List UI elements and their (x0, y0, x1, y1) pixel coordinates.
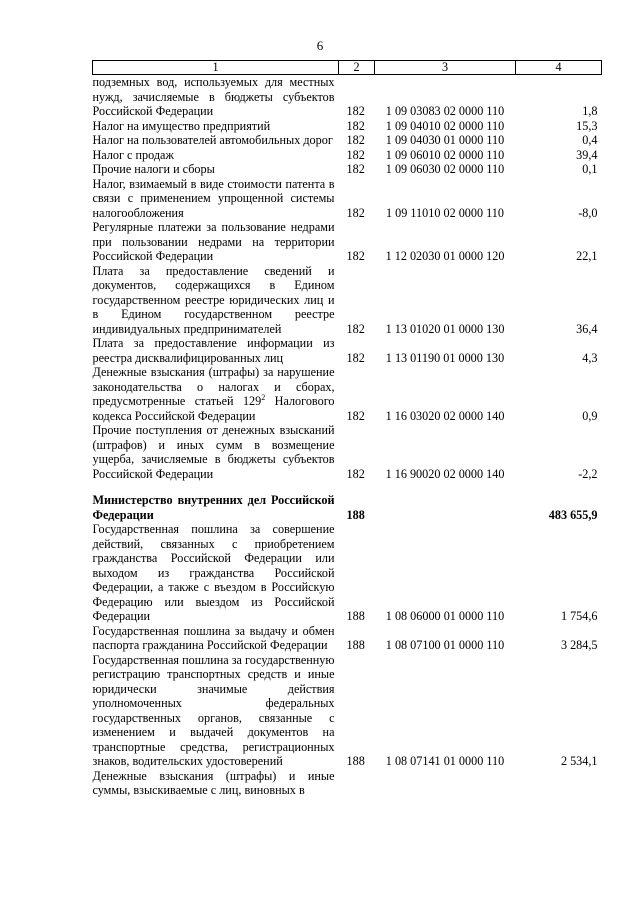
row-name (93, 365, 339, 423)
row-name-part: Денежные взыскания (штрафы) за нарушение законодательства о налогах и сборах, предусмотренные статьей 129 (92, 365, 335, 408)
row-budget-code: 1 13 01190 01 0000 130 (385, 350, 505, 365)
row-value: 4,3 (582, 350, 598, 365)
row-name: Налог, взимаемый в виде стоимости патента в связи с применением упрощенной системы налогообложения (92, 176, 335, 220)
table-row (93, 769, 602, 798)
table-row (93, 119, 602, 134)
row-value: 1 754,6 (560, 609, 598, 623)
row-value: 3 284,5 (560, 638, 598, 652)
row-name: Государственная пошлина за государственную регистрацию транспортных средств и иные юридически значимые действия уполномоченных федеральных государственных органов, связанные с изменением и выдачей документов на транспортные средства, регистрационных знаков, водительских удостоверений (92, 652, 335, 768)
row-budget-code: 1 16 90020 02 0000 140 (385, 466, 505, 481)
row-budget-code (375, 769, 516, 798)
ministry-header-row (93, 493, 602, 522)
row-admin-code: 182 (346, 104, 365, 118)
revenue-table (92, 60, 602, 798)
row-name: Прочие налоги и сборы (92, 162, 215, 176)
row-budget-code: 1 09 06030 02 0000 110 (385, 162, 505, 176)
column-number-1: 1 (93, 61, 339, 75)
row-name: Налог с продаж (92, 147, 174, 162)
table-row (93, 336, 602, 365)
row-value: 39,4 (576, 147, 598, 162)
row-name: Прочие поступления от денежных взысканий (штрафов) и иных сумм в возмещение ущерба, зачисляемые в бюджеты субъектов Российской Федерации (92, 423, 335, 481)
row-admin-code: 182 (346, 408, 365, 423)
row-name-part: Налогового кодекса Российской Федерации (92, 394, 335, 423)
row-budget-code: 1 09 03083 02 0000 110 (385, 104, 505, 118)
page-number: 6 (316, 38, 324, 53)
row-name: Налог на пользователей автомобильных дорог (92, 133, 333, 147)
row-admin-code: 188 (346, 754, 365, 768)
row-admin-code: 188 (346, 609, 365, 623)
row-name: Государственная пошлина за совершение действий, связанных с приобретением гражданства Российской Федерации или выходом из гражданства Российской Федерации, а также с въездом в Российскую Федерацию или выездом из Российской Федерации (92, 522, 335, 623)
row-budget-code: 1 12 02030 01 0000 120 (385, 249, 505, 263)
row-value: 0,9 (582, 408, 598, 423)
table-row (93, 177, 602, 221)
row-name: подземных вод, используемых для местных нужд, зачисляемые в бюджеты субъектов Российской Федерации (92, 75, 335, 118)
row-admin-code (339, 769, 375, 798)
row-name-superscript: 2 (261, 392, 266, 402)
row-budget-code: 1 09 06010 02 0000 110 (385, 147, 505, 162)
table-row (93, 423, 602, 481)
row-admin-code: 182 (346, 205, 365, 220)
column-number-3: 3 (375, 61, 516, 75)
row-value: 22,1 (576, 249, 598, 263)
row-admin-code: 188 (346, 638, 365, 652)
table-row (93, 75, 602, 119)
row-value: 1,8 (582, 104, 598, 118)
column-number-row (93, 61, 602, 75)
row-admin-code: 182 (346, 466, 365, 481)
row-value: 15,3 (576, 118, 598, 133)
row-admin-code: 182 (346, 133, 365, 147)
row-admin-code: 182 (346, 147, 365, 162)
row-name: Денежные взыскания (штрафы) и иные суммы, взыскиваемые с лиц, виновных в (92, 768, 335, 797)
row-budget-code: 1 08 07100 01 0000 110 (385, 638, 505, 652)
row-budget-code: 1 09 11010 02 0000 110 (386, 205, 504, 220)
row-value: -8,0 (578, 205, 598, 220)
table-row (93, 624, 602, 653)
table-row (93, 162, 602, 177)
row-value: -2,2 (578, 466, 598, 481)
row-admin-code: 182 (346, 350, 365, 365)
ministry-admin-code: 188 (346, 507, 365, 522)
row-admin-code: 182 (346, 321, 365, 336)
row-budget-code: 1 09 04030 01 0000 110 (385, 133, 505, 147)
table-row (93, 133, 602, 148)
column-number-2: 2 (339, 61, 375, 75)
row-name: Плата за предоставление сведений и документов, содержащихся в Едином государственном реестре юридических лиц и в Едином государственном реестре индивидуальных предпринимателей (92, 263, 335, 336)
row-admin-code: 182 (346, 249, 365, 263)
ministry-budget-code (375, 493, 516, 522)
row-name: Государственная пошлина за выдачу и обмен паспорта гражданина Российской Федерации (92, 623, 335, 652)
table-row (93, 148, 602, 163)
table-row (93, 264, 602, 337)
row-name: Плата за предоставление информации из реестра дисквалифицированных лиц (92, 336, 335, 365)
row-value (516, 769, 602, 798)
column-number-4: 4 (516, 61, 602, 75)
row-value: 0,1 (582, 162, 598, 176)
table-row (93, 365, 602, 423)
table-row (93, 653, 602, 769)
row-value: 2 534,1 (560, 754, 598, 768)
ministry-name: Министерство внутренних дел Российской Федерации (92, 493, 335, 522)
row-value: 0,4 (582, 133, 598, 147)
row-name: Регулярные платежи за пользование недрами при пользовании недрами на территории Российской Федерации (92, 220, 335, 263)
row-budget-code: 1 16 03020 02 0000 140 (385, 408, 505, 423)
table-row (93, 220, 602, 264)
section-spacer (93, 481, 602, 493)
row-budget-code: 1 09 04010 02 0000 110 (385, 118, 505, 133)
row-name: Налог на имущество предприятий (92, 118, 271, 133)
row-budget-code: 1 08 06000 01 0000 110 (385, 609, 505, 623)
row-admin-code: 182 (346, 118, 365, 133)
row-budget-code: 1 08 07141 01 0000 110 (385, 754, 505, 768)
row-value: 36,4 (576, 321, 598, 336)
ministry-total: 483 655,9 (548, 507, 598, 522)
row-admin-code: 182 (346, 162, 365, 176)
table-row (93, 522, 602, 624)
row-budget-code: 1 13 01020 01 0000 130 (385, 321, 505, 336)
